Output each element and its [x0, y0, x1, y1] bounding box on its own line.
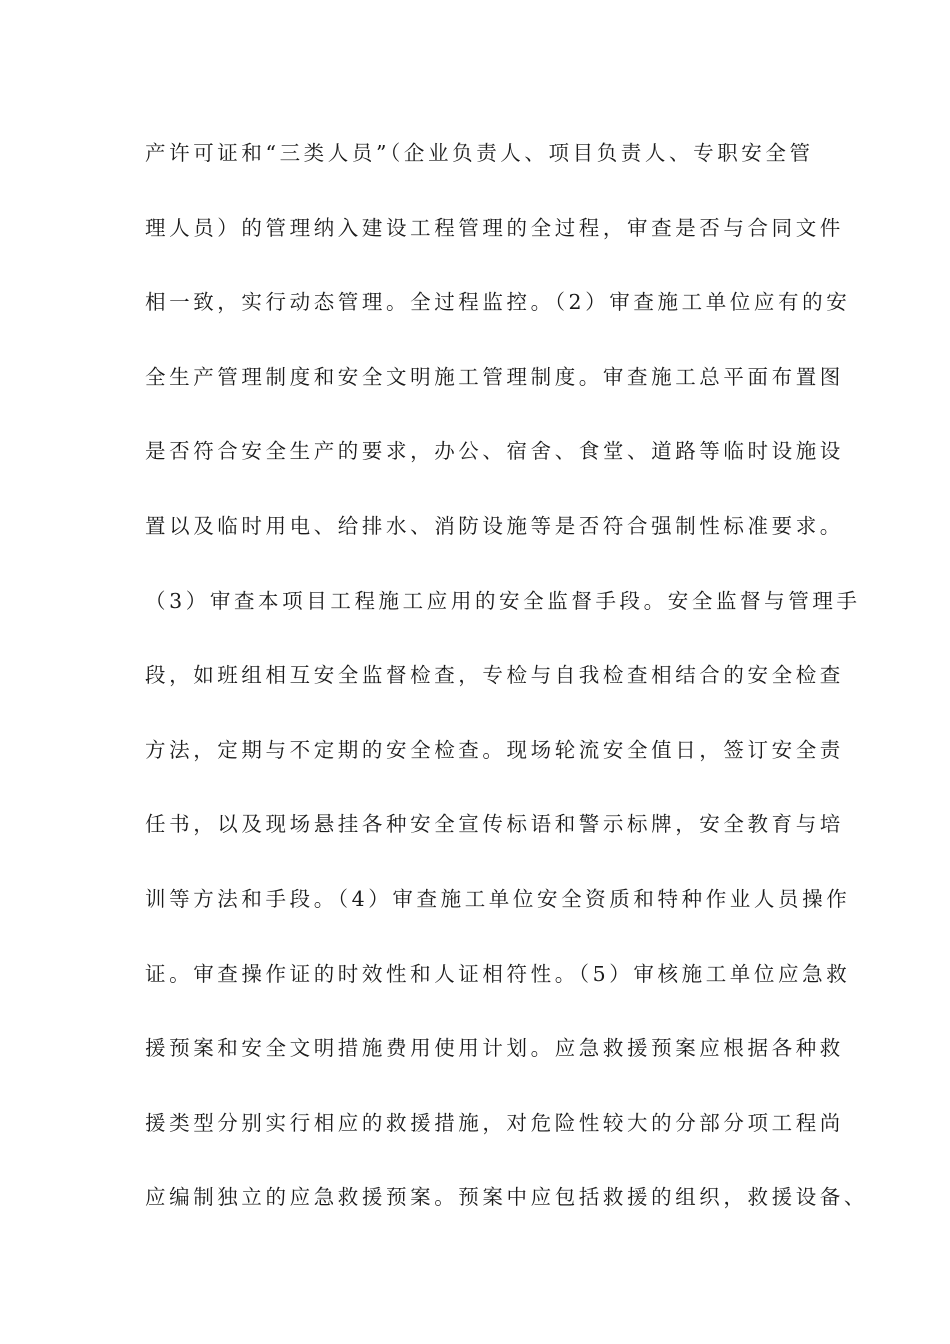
text-line-8: 段，如班组相互安全监督检查，专检与自我检查相结合的安全检查: [145, 663, 844, 688]
text-line-15: 应编制独立的应急救援预案。预案中应包括救援的组织，救援设备、: [145, 1185, 868, 1210]
text-line-12: 证。审查操作证的时效性和人证相符性。（5）审核施工单位应急救: [145, 961, 851, 986]
text-line-6: 置以及临时用电、给排水、消防设施等是否符合强制性标准要求。: [145, 513, 844, 538]
text-line-13: 援预案和安全文明措施费用使用计划。应急救援预案应根据各种救: [145, 1036, 844, 1061]
text-line-7: （3）审查本项目工程施工应用的安全监督手段。安全监督与管理手: [145, 588, 861, 613]
text-line-4: 全生产管理制度和安全文明施工管理制度。审查施工总平面布置图: [145, 364, 844, 389]
text-line-9: 方法，定期与不定期的安全检查。现场轮流安全值日，签订安全责: [145, 737, 844, 762]
text-line-14: 援类型分别实行相应的救援措施，对危险性较大的分部分项工程尚: [145, 1110, 844, 1135]
text-line-11: 训等方法和手段。（4）审查施工单位安全资质和特种作业人员操作: [145, 886, 851, 911]
text-line-5: 是否符合安全生产的要求，办公、宿舍、食堂、道路等临时设施设: [145, 439, 844, 464]
text-line-1: 产许可证和“三类人员”（企业负责人、项目负责人、专职安全管: [145, 141, 814, 165]
body-text: [145, 133, 868, 1252]
text-line-2: 理人员）的管理纳入建设工程管理的全过程，审查是否与合同文件: [145, 215, 844, 240]
text-line-10: 任书，以及现场悬挂各种安全宣传标语和警示标牌，安全教育与培: [145, 812, 844, 837]
text-line-3: 相一致，实行动态管理。全过程监控。（2）审查施工单位应有的安: [145, 290, 851, 315]
